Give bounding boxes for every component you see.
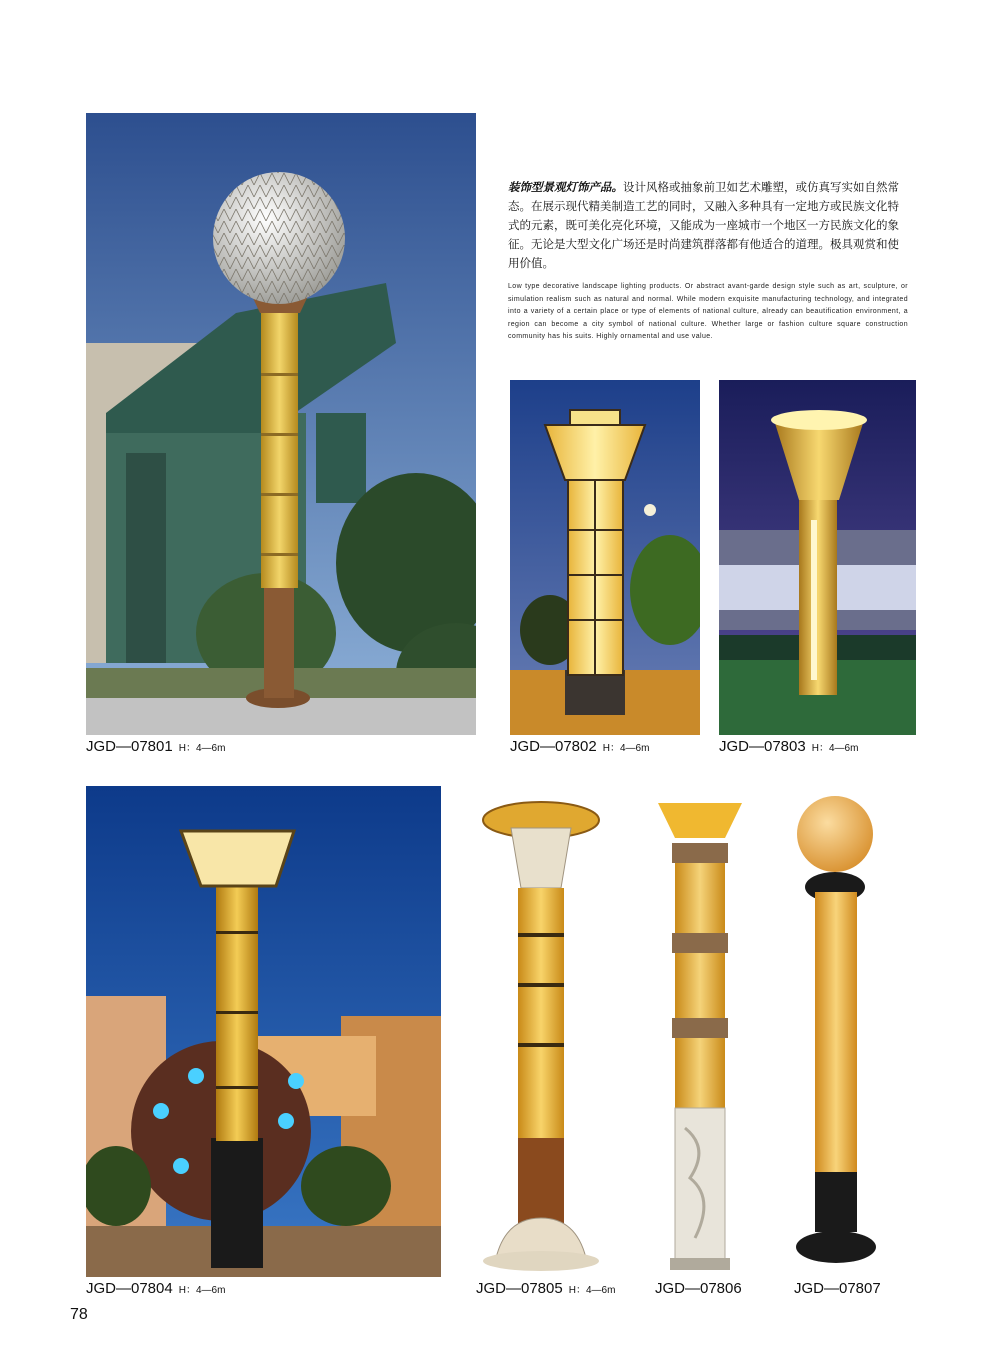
product-label-07807 — [794, 1280, 881, 1297]
product-code: JGD—07805 — [476, 1280, 563, 1297]
product-label-07803 — [719, 738, 858, 755]
product-code: JGD—07802 — [510, 738, 597, 755]
product-photo-07806 — [650, 798, 750, 1276]
product-height: H：4—6m — [178, 1285, 226, 1296]
intro-english: Low type decorative landscape lighting products. Or abstract avant-garde design style such as art, sculpture, or simulation realism such as natural and normal. While modern exquisite manufacturing technology, and integrated into a variety of a certain place or type of elements of national culture, already can beautification environment, a region can become a city symbol of national culture. Whether large or fashion culture square construction community has his suits. Highly ornamental and use value. — [508, 283, 908, 340]
product-label-07804 — [86, 1280, 225, 1297]
product-code: JGD—07801 — [86, 738, 173, 755]
product-code: JGD—07803 — [719, 738, 806, 755]
product-photo-07802 — [510, 380, 700, 735]
product-photo-07803 — [719, 380, 916, 735]
product-code: JGD—07807 — [794, 1280, 881, 1297]
product-photo-07807 — [790, 792, 885, 1272]
product-label-07802 — [510, 738, 649, 755]
product-photo-07801 — [86, 113, 476, 735]
product-label-07805 — [476, 1280, 615, 1297]
intro-body-cn: 设计风格或抽象前卫如艺术雕塑，或仿真写实如自然常态。在展示现代精美制造工艺的同时，又融入多种具有一定地方或民族文化特式的元素，既可美化亮化环境，又能成为一座城市一个地区一方民族文化的象征。无论是大型文化广场还是时尚建筑群落都有他适合的道理。极具观赏和使用价值。 — [508, 180, 899, 270]
page-number: 78 — [70, 1306, 88, 1323]
product-photo-07805 — [476, 798, 606, 1276]
product-height: H：4—6m — [811, 743, 859, 754]
product-label-07806 — [655, 1280, 742, 1297]
product-label-07801 — [86, 738, 225, 755]
product-height: H：4—6m — [602, 743, 650, 754]
intro-chinese — [508, 178, 908, 273]
product-code: JGD—07806 — [655, 1280, 742, 1297]
product-photo-07804 — [86, 786, 441, 1277]
intro-lead: 装饰型景观灯饰产品。 — [508, 180, 623, 194]
intro-text-block — [508, 178, 908, 344]
product-height: H：4—6m — [178, 743, 226, 754]
product-height: H：4—6m — [568, 1285, 616, 1296]
product-code: JGD—07804 — [86, 1280, 173, 1297]
